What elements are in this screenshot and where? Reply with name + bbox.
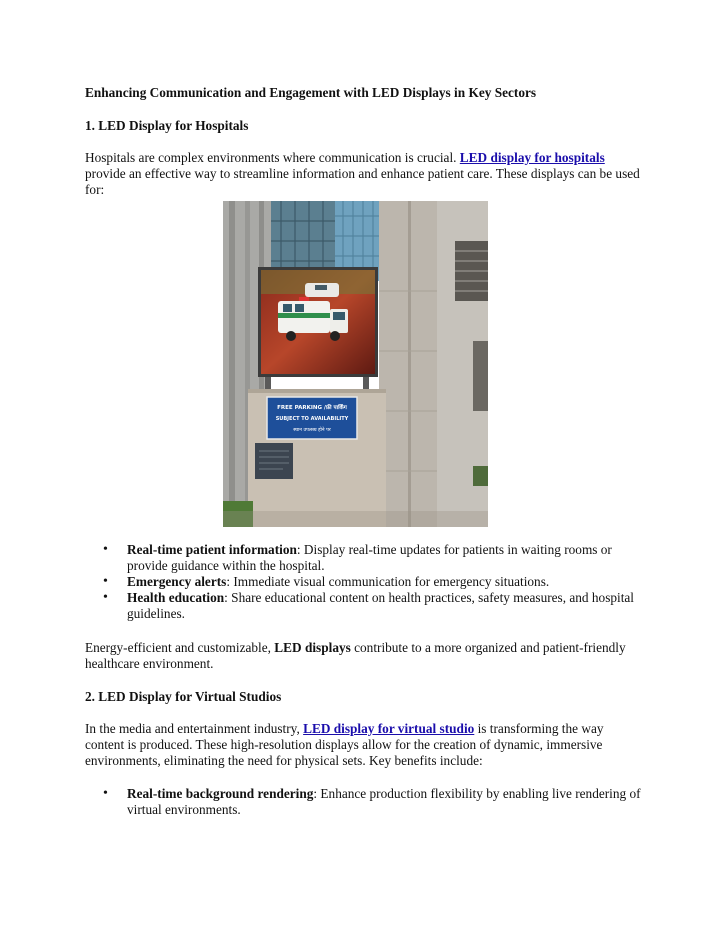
list-item: [85, 574, 645, 590]
hospitals-intro-paragraph: [85, 150, 645, 198]
virtual-studio-intro-paragraph: [85, 721, 645, 769]
bullet-term: Emergency alerts: [127, 574, 227, 589]
led-display-hospitals-link[interactable]: LED display for hospitals: [459, 150, 605, 165]
bullet-description: : Immediate visual communication for emergency situations.: [226, 574, 550, 589]
bullet-term: Health education: [127, 590, 225, 605]
bullet-description: : Display real-time updates for patients in waiting rooms or provide guidance within the hospital.: [127, 542, 612, 573]
sign-line-3: स्थान उपलब्ध होने पर: [293, 428, 331, 433]
bullet-term: Real-time background rendering: [127, 786, 314, 801]
studio-intro-text-end: is transforming the way content is produced. These high-resolution displays allow for the creation of dynamic, immersive environments, eliminating the need for physical sets. Key benefits include:: [85, 721, 604, 768]
section-heading-hospitals: 1. LED Display for Hospitals: [85, 118, 249, 133]
hospital-uses-list: [85, 542, 645, 622]
virtual-studio-benefits-list: [85, 786, 645, 818]
document-title: Enhancing Communication and Engagement with LED Displays in Key Sectors: [85, 85, 537, 100]
hospitals-closing-paragraph: [85, 640, 645, 672]
hospitals-intro-text-end: provide an effective way to streamline information and enhance patient care. These displays can be used for:: [85, 166, 640, 197]
bullet-description: : Enhance production flexibility by enabling live rendering of virtual environments.: [127, 786, 641, 817]
bullet-term: Real-time patient information: [127, 542, 297, 557]
studio-intro-text-start: In the media and entertainment industry,: [85, 721, 304, 736]
closing-text-end: contribute to a more organized and patient-friendly healthcare environment.: [85, 640, 626, 671]
hospital-led-display-photo: [223, 201, 488, 527]
sign-line-2: SUBJECT TO AVAILABILITY: [275, 416, 349, 422]
sign-line-1: FREE PARKING /फ्री पार्किंग: [277, 405, 347, 411]
closing-text-start: Energy-efficient and customizable,: [85, 640, 275, 655]
hospitals-intro-text-start: Hospitals are complex environments where communication is crucial.: [85, 150, 460, 165]
bullet-description: : Share educational content on health practices, safety measures, and hospital guidelines.: [127, 590, 634, 621]
list-item: [85, 786, 645, 818]
list-item: [85, 542, 645, 574]
led-display-virtual-studio-link[interactable]: LED display for virtual studio: [303, 721, 475, 736]
closing-bold-term: LED displays: [274, 640, 351, 655]
list-item: [85, 590, 645, 622]
section-heading-virtual-studios: 2. LED Display for Virtual Studios: [85, 689, 282, 704]
